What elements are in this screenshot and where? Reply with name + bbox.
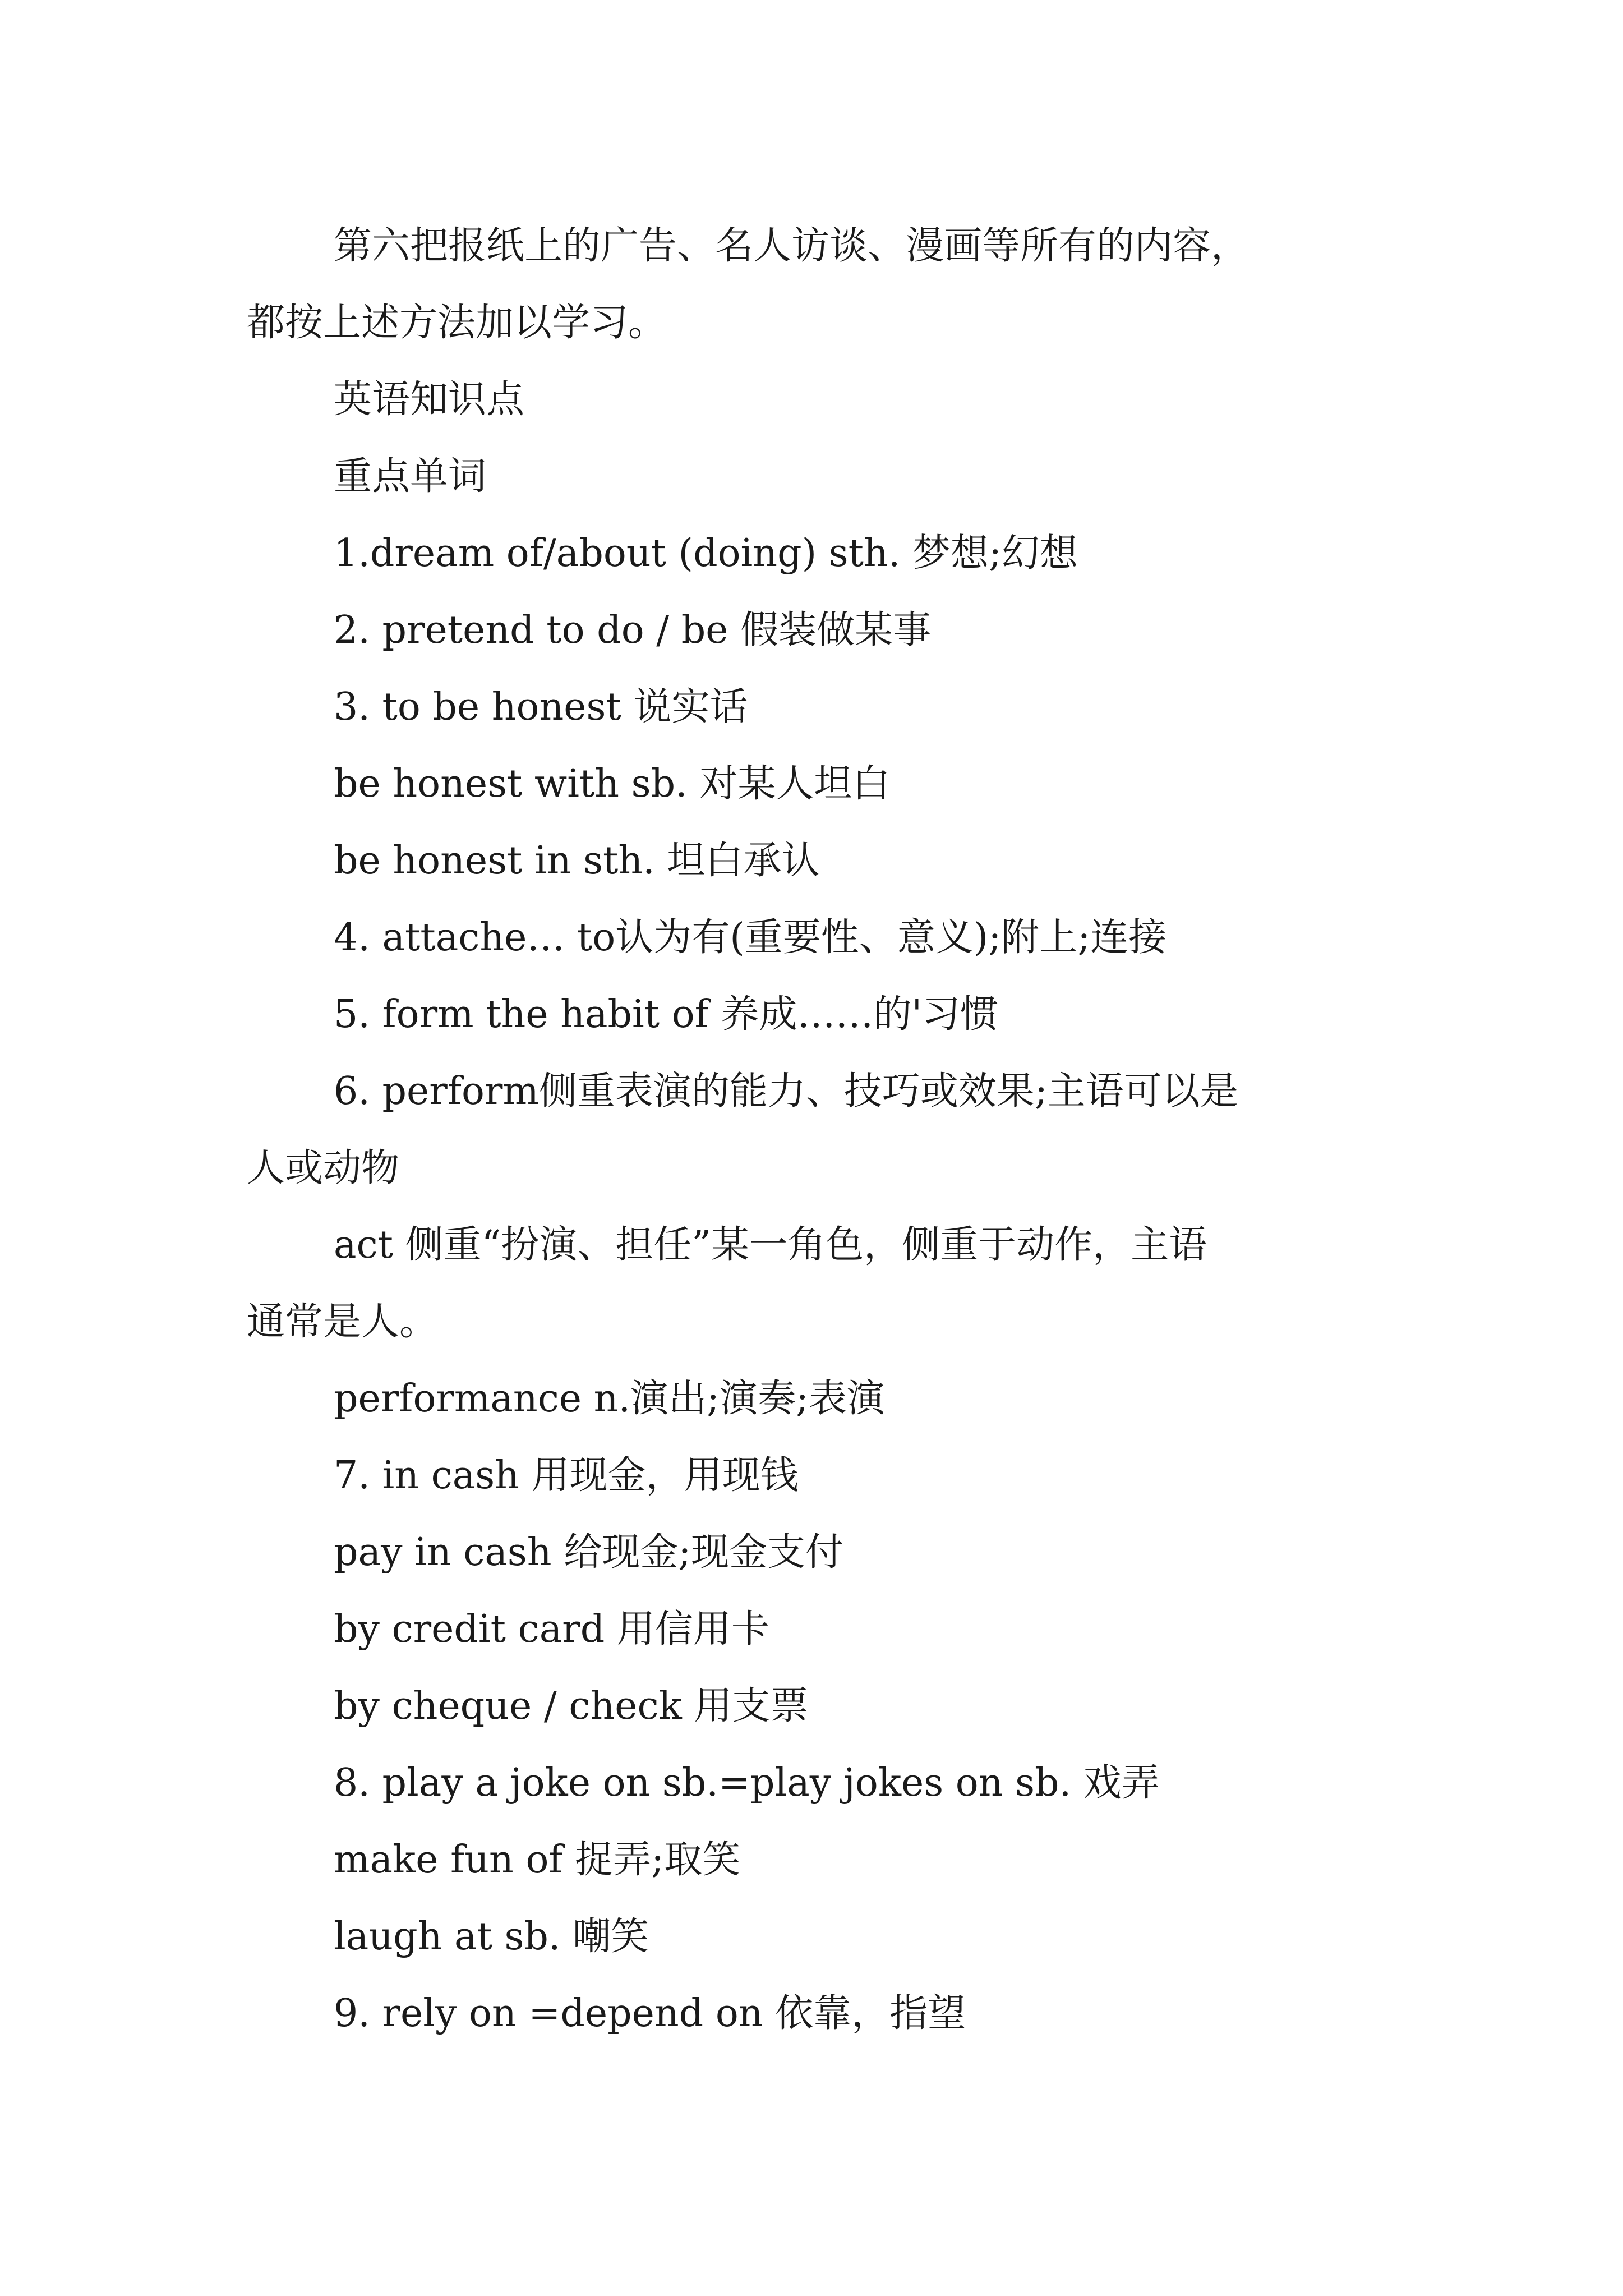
subsection-heading: 重点单词: [334, 454, 487, 499]
vocab-item: 8. play a joke on sb.=play jokes on sb. 戏弄: [334, 1761, 1160, 1805]
vocab-item: act 侧重“扮演、担任”某一角色，侧重于动作，主语: [334, 1223, 1207, 1267]
paragraph-line: 都按上述方法加以学习。: [247, 301, 667, 345]
vocab-item: laugh at sb. 嘲笑: [334, 1915, 649, 1959]
vocab-item: performance n.演出;演奏;表演: [334, 1377, 885, 1421]
vocab-item: 9. rely on =depend on 依靠，指望: [334, 1991, 966, 2036]
vocab-item: 6. perform侧重表演的能力、技巧或效果;主语可以是: [334, 1069, 1238, 1114]
vocab-item: be honest with sb. 对某人坦白: [334, 762, 891, 806]
vocab-item-continued: 人或动物: [247, 1146, 400, 1190]
document-body: [247, 208, 1402, 2052]
section-heading: 英语知识点: [334, 378, 525, 422]
vocab-item-continued: 通常是人。: [247, 1300, 438, 1344]
vocab-item: make fun of 捉弄;取笑: [334, 1838, 741, 1882]
vocab-item: 2. pretend to do / be 假装做某事: [334, 608, 932, 652]
vocab-item: be honest in sth. 坦白承认: [334, 839, 820, 883]
vocab-item: 1.dream of/about (doing) sth. 梦想;幻想: [334, 531, 1078, 576]
vocab-item: 4. attache… to认为有(重要性、意义);附上;连接: [334, 915, 1167, 960]
vocab-item: 7. in cash 用现金，用现钱: [334, 1453, 799, 1498]
vocab-item: 3. to be honest 说实话: [334, 685, 748, 729]
vocab-item: 5. form the habit of 养成……的'习惯: [334, 992, 999, 1037]
vocab-item: pay in cash 给现金;现金支付: [334, 1530, 844, 1575]
vocab-item: by cheque / check 用支票: [334, 1684, 809, 1728]
vocab-item: by credit card 用信用卡: [334, 1607, 769, 1651]
paragraph-line: 第六把报纸上的广告、名人访谈、漫画等所有的内容，: [334, 224, 1249, 268]
